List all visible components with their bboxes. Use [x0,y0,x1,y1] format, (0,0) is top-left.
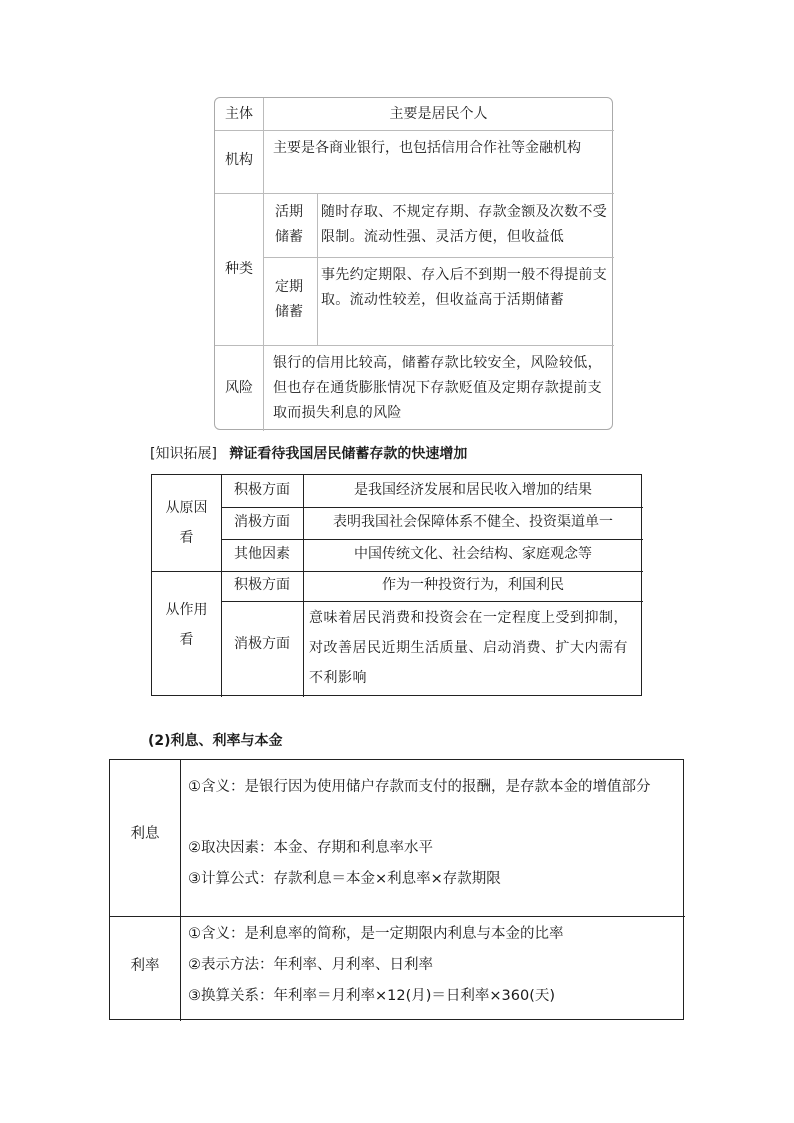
section-title: (2)利息、利率与本金 [148,733,283,749]
label-effect-positive: 积极方面 [234,577,290,593]
text-effect-negative: 意味着居民消费和投资会在一定程度上受到抑制，对改善居民近期生活质量、启动消费、扩大内需有不利影响 [309,610,628,686]
text-rate-meaning: ①含义：是利息率的简称，是一定期限内利息与本金的比率 [188,926,564,942]
header-subject: 主体 [225,106,253,122]
label-types: 种类 [225,261,253,277]
text-interest-formula: ③计算公式：存款利息＝本金×利息率×存款期限 [188,871,501,887]
label-from-effect: 从作用看 [165,602,208,648]
label-cause-positive: 积极方面 [234,482,290,498]
label-interest: 利息 [130,826,160,842]
text-institution: 主要是各商业银行，也包括信用合作社等金融机构 [273,140,581,156]
text-risk: 银行的信用比较高，储蓄存款比较安全，风险较低，但也存在通货膨胀情况下存款贬值及定期存款提前支取而损失利息的风险 [273,355,602,421]
table-divider [221,601,643,602]
label-risk: 风险 [225,380,253,396]
label-institution: 机构 [225,152,253,168]
text-rate-methods: ②表示方法：年利率、月利率、日利率 [188,957,433,973]
text-cause-other: 中国传统文化、社会结构、家庭观念等 [354,546,592,562]
savings-overview-table [214,97,613,430]
text-demand-savings: 随时存取、不规定存期、存款金额及次数不受限制。流动性强、灵活方便，但收益低 [321,204,607,245]
label-fixed-savings: 定期储蓄 [275,279,303,320]
text-interest-meaning: ①含义：是银行因为使用储户存款而支付的报酬，是存款本金的增值部分 [188,779,651,795]
extension-title: 辩证看待我国居民储蓄存款的快速增加 [229,446,468,462]
label-effect-negative: 消极方面 [234,636,290,652]
header-subject-value: 主要是居民个人 [389,106,488,122]
table-divider [215,345,614,346]
table-divider [152,571,643,572]
label-from-cause: 从原因看 [165,500,208,546]
table-divider [263,257,614,258]
extension-tag: [知识拓展] [150,446,217,462]
text-cause-positive: 是我国经济发展和居民收入增加的结果 [354,482,592,498]
table-divider [110,916,685,917]
interest-rate-table [109,759,684,1020]
text-cause-negative: 表明我国社会保障体系不健全、投资渠道单一 [333,514,613,530]
text-interest-factors: ②取决因素：本金、存期和利息率水平 [188,840,433,856]
label-cause-negative: 消极方面 [234,514,290,530]
table-divider [263,98,264,431]
table-divider [221,507,643,508]
label-cause-other: 其他因素 [234,546,290,562]
knowledge-extension-heading [150,443,630,463]
text-effect-positive: 作为一种投资行为，利国利民 [382,577,564,593]
table-divider [215,130,614,131]
label-demand-savings: 活期储蓄 [275,204,303,245]
table-divider [317,193,318,345]
savings-analysis-table [151,474,642,696]
table-divider [180,760,181,1021]
table-divider [215,193,614,194]
label-rate: 利率 [130,958,160,974]
table-divider [221,539,643,540]
text-rate-conversion: ③换算关系：年利率＝月利率×12(月)＝日利率×360(天) [188,988,556,1004]
text-fixed-savings: 事先约定期限、存入后不到期一般不得提前支取。流动性较差，但收益高于活期储蓄 [321,267,607,308]
